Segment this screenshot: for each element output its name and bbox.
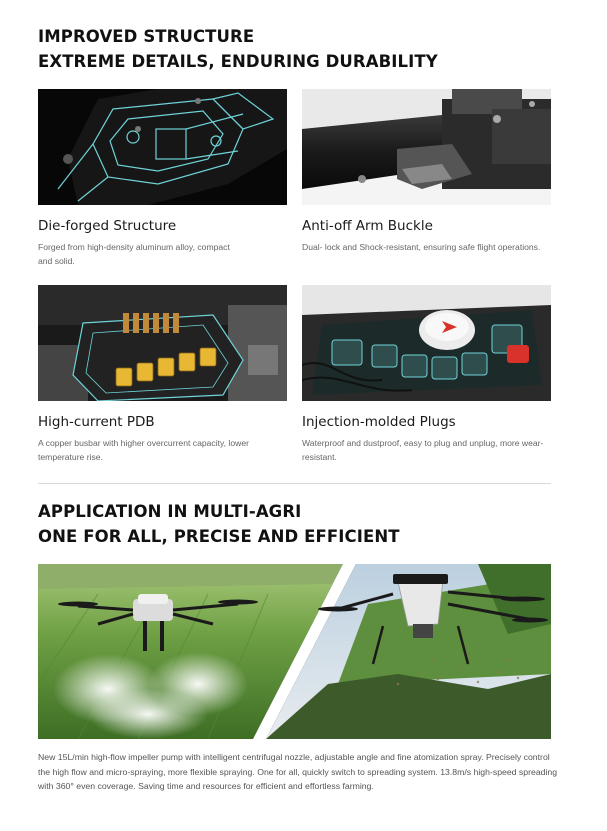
molded-plugs-image xyxy=(302,285,551,401)
feature-description: A copper busbar with higher overcurrent capacity, lower temperature rise. xyxy=(38,438,249,462)
heading-line-1: APPLICATION IN MULTI-AGRI xyxy=(38,502,302,521)
feature-title: Die-forged Structure xyxy=(38,218,177,234)
die-forged-frame-image xyxy=(38,89,287,205)
section-divider xyxy=(38,483,551,484)
pdb-board-image xyxy=(38,285,287,401)
heading-line-1: IMPROVED STRUCTURE xyxy=(38,27,255,46)
arm-buckle-image xyxy=(302,89,551,205)
feature-description: Waterproof and dustproof, easy to plug and unplug, more wear-resistant. xyxy=(302,438,544,462)
application-description: New 15L/min high-flow impeller pump with intelligent centrifugal nozzle, adjustable angle and fine atomization spray. Precisely control the high flow and micro-spraying, more flexible spraying. One for all, quickly switch to spreading system. 13.8m/s high-speed spreading with 360° even coverage. Saving time and resources for efficient and effortless farming. xyxy=(38,752,558,792)
feature-description: Dual- lock and Shock-resistant, ensuring safe flight operations. xyxy=(302,242,541,252)
heading-line-2: EXTREME DETAILS, ENDURING DURABILITY xyxy=(38,52,438,71)
heading-line-2: ONE FOR ALL, PRECISE AND EFFICIENT xyxy=(38,527,400,546)
feature-description: Forged from high-density aluminum alloy, compact and solid. xyxy=(38,242,230,266)
multi-agri-application-image xyxy=(38,564,551,739)
feature-title: Injection-molded Plugs xyxy=(302,414,456,430)
feature-title: High-current PDB xyxy=(38,414,155,430)
feature-title: Anti-off Arm Buckle xyxy=(302,218,433,234)
section-application-heading xyxy=(38,499,400,549)
section-structure-heading xyxy=(38,24,438,74)
